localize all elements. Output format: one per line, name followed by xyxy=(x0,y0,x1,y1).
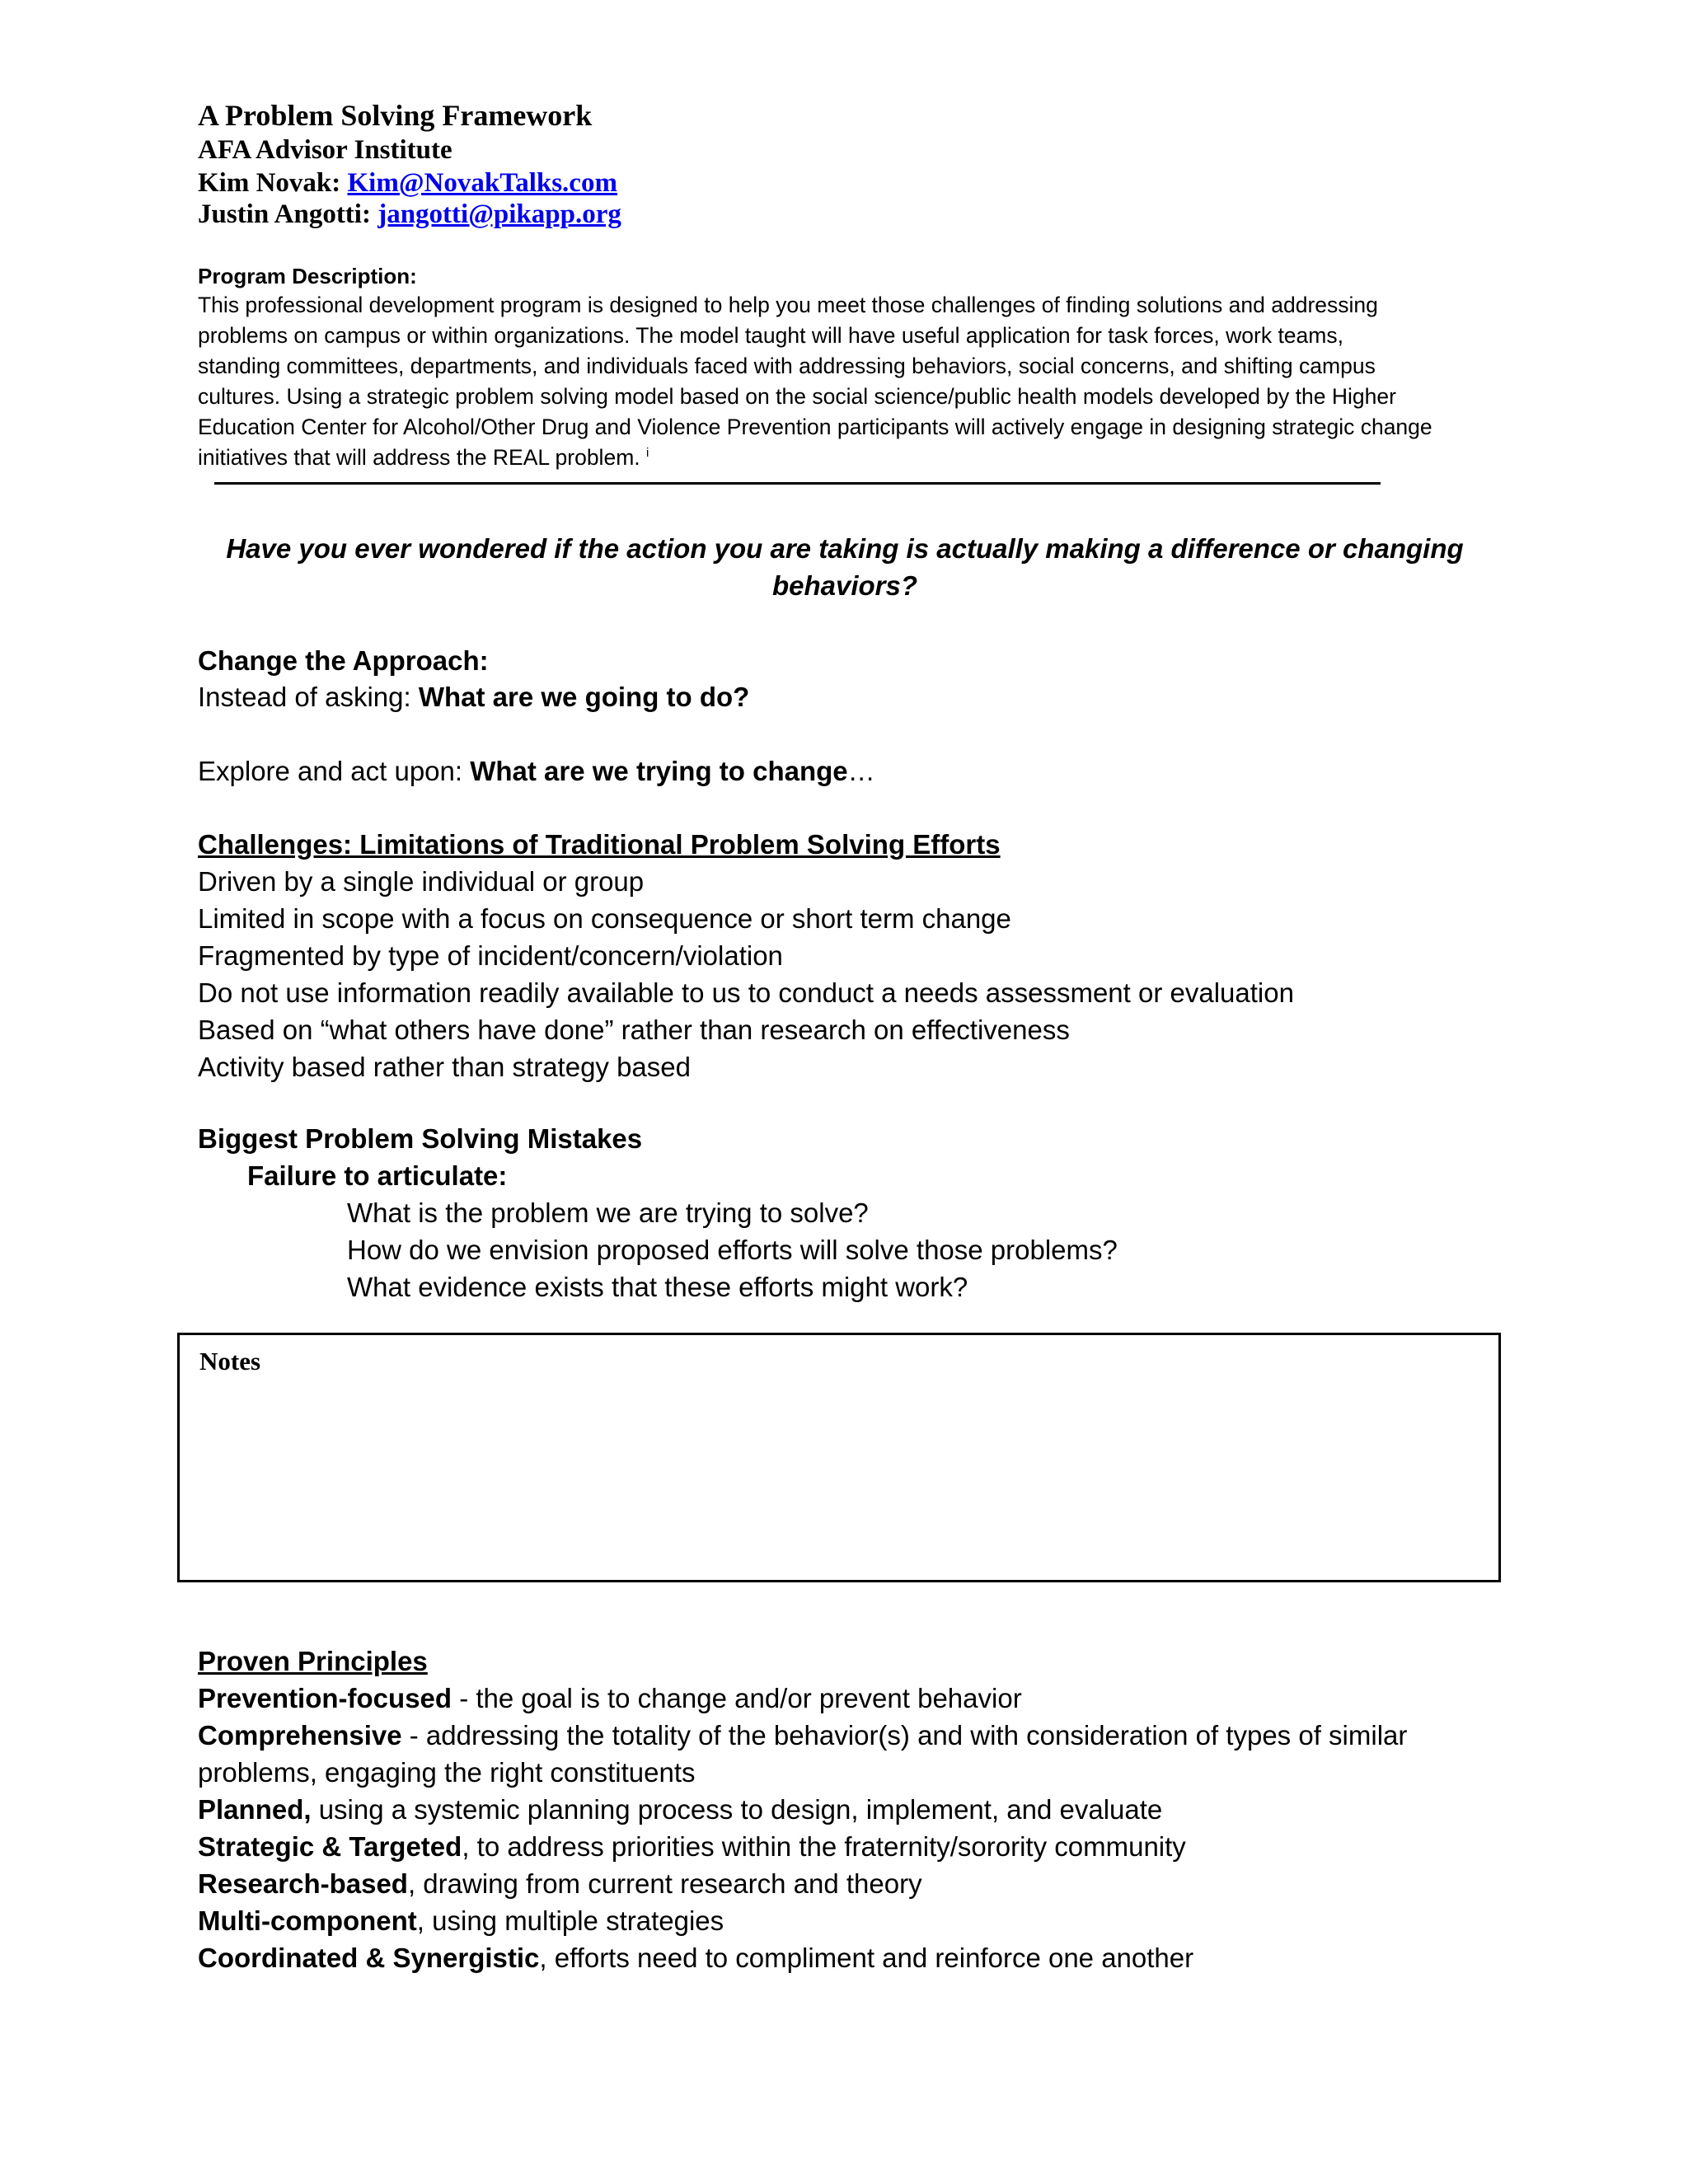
approach-heading: Change the Approach: xyxy=(198,645,489,676)
notes-label: Notes xyxy=(199,1347,261,1376)
description-line: problems on campus or within organizations. The model taught will have useful application for task forces, work teams, xyxy=(198,323,1343,348)
approach-instead: Instead of asking: What are we going to do? xyxy=(198,682,750,712)
principles-heading: Proven Principles xyxy=(198,1646,428,1676)
presenter-justin-angotti xyxy=(198,198,621,231)
list-item: Activity based rather than strategy based xyxy=(198,1052,691,1082)
mistakes-subheading: Failure to articulate: xyxy=(247,1160,508,1191)
principle-item: Prevention-focused - the goal is to change and/or prevent behavior xyxy=(198,1683,1022,1713)
principle-item: Comprehensive - addressing the totality of the behavior(s) and with consideration of types of similar xyxy=(198,1720,1408,1750)
list-item: Based on “what others have done” rather than research on effectiveness xyxy=(198,1015,1070,1045)
principles-list xyxy=(198,1680,1407,1976)
program-description-label: Program Description: xyxy=(198,264,417,288)
list-item: Fragmented by type of incident/concern/violation xyxy=(198,940,783,971)
footnote-mark: i xyxy=(646,446,649,461)
presenter-label: Justin Angotti: xyxy=(198,199,371,229)
challenges-heading: Challenges: Limitations of Traditional Problem Solving Efforts xyxy=(198,829,1001,860)
list-item: Driven by a single individual or group xyxy=(198,866,645,897)
description-line: Education Center for Alcohol/Other Drug and Violence Prevention participants will actively engage in designing strategic change xyxy=(198,415,1432,439)
presenter-kim-novak xyxy=(198,166,617,199)
principle-item: problems, engaging the right constituents xyxy=(198,1757,696,1788)
principle-item: Planned, using a systemic planning process to design, implement, and evaluate xyxy=(198,1794,1163,1825)
mistakes-list xyxy=(347,1194,1118,1305)
approach-explore: Explore and act upon: What are we trying to change… xyxy=(198,756,875,786)
key-question-line: Have you ever wondered if the action you are taking is actually making a difference or changing xyxy=(226,533,1464,564)
notes-box[interactable] xyxy=(177,1333,1501,1582)
list-item: Do not use information readily available to us to conduct a needs assessment or evaluation xyxy=(198,977,1294,1008)
email-link-kim[interactable]: Kim@NovakTalks.com xyxy=(347,168,617,198)
key-question-line: behaviors? xyxy=(771,570,918,601)
document-title: A Problem Solving Framework xyxy=(198,99,593,132)
email-link-justin[interactable]: jangotti@pikapp.org xyxy=(377,199,621,229)
description-line: cultures. Using a strategic problem solving model based on the social science/public health models developed by the Higher xyxy=(198,384,1396,409)
principle-item: Coordinated & Synergistic, efforts need to compliment and reinforce one another xyxy=(198,1943,1194,1973)
list-item: What is the problem we are trying to solve? xyxy=(347,1197,869,1228)
mistakes-heading: Biggest Problem Solving Mistakes xyxy=(198,1123,643,1154)
challenges-list xyxy=(198,863,1294,1085)
key-question xyxy=(198,530,1492,604)
presenter-label: Kim Novak: xyxy=(198,168,341,198)
principle-item: Multi-component, using multiple strategies xyxy=(198,1905,724,1936)
description-line: standing committees, departments, and individuals faced with addressing behaviors, social concerns, and shifting campus xyxy=(198,354,1376,378)
principle-item: Research-based, drawing from current research and theory xyxy=(198,1868,922,1899)
program-description-text xyxy=(198,290,1500,473)
list-item: What evidence exists that these efforts might work? xyxy=(347,1272,968,1302)
horizontal-divider xyxy=(214,482,1381,485)
description-line: initiatives that will address the REAL problem. $^i$ xyxy=(198,445,649,470)
list-item: Limited in scope with a focus on consequence or short term change xyxy=(198,903,1011,934)
principle-item: Strategic & Targeted, to address priorities within the fraternity/sorority community xyxy=(198,1831,1186,1862)
description-line: This professional development program is designed to help you meet those challenges of finding solutions and addressing xyxy=(198,293,1378,317)
list-item: How do we envision proposed efforts will solve those problems? xyxy=(347,1235,1118,1265)
organization-name: AFA Advisor Institute xyxy=(198,135,452,165)
